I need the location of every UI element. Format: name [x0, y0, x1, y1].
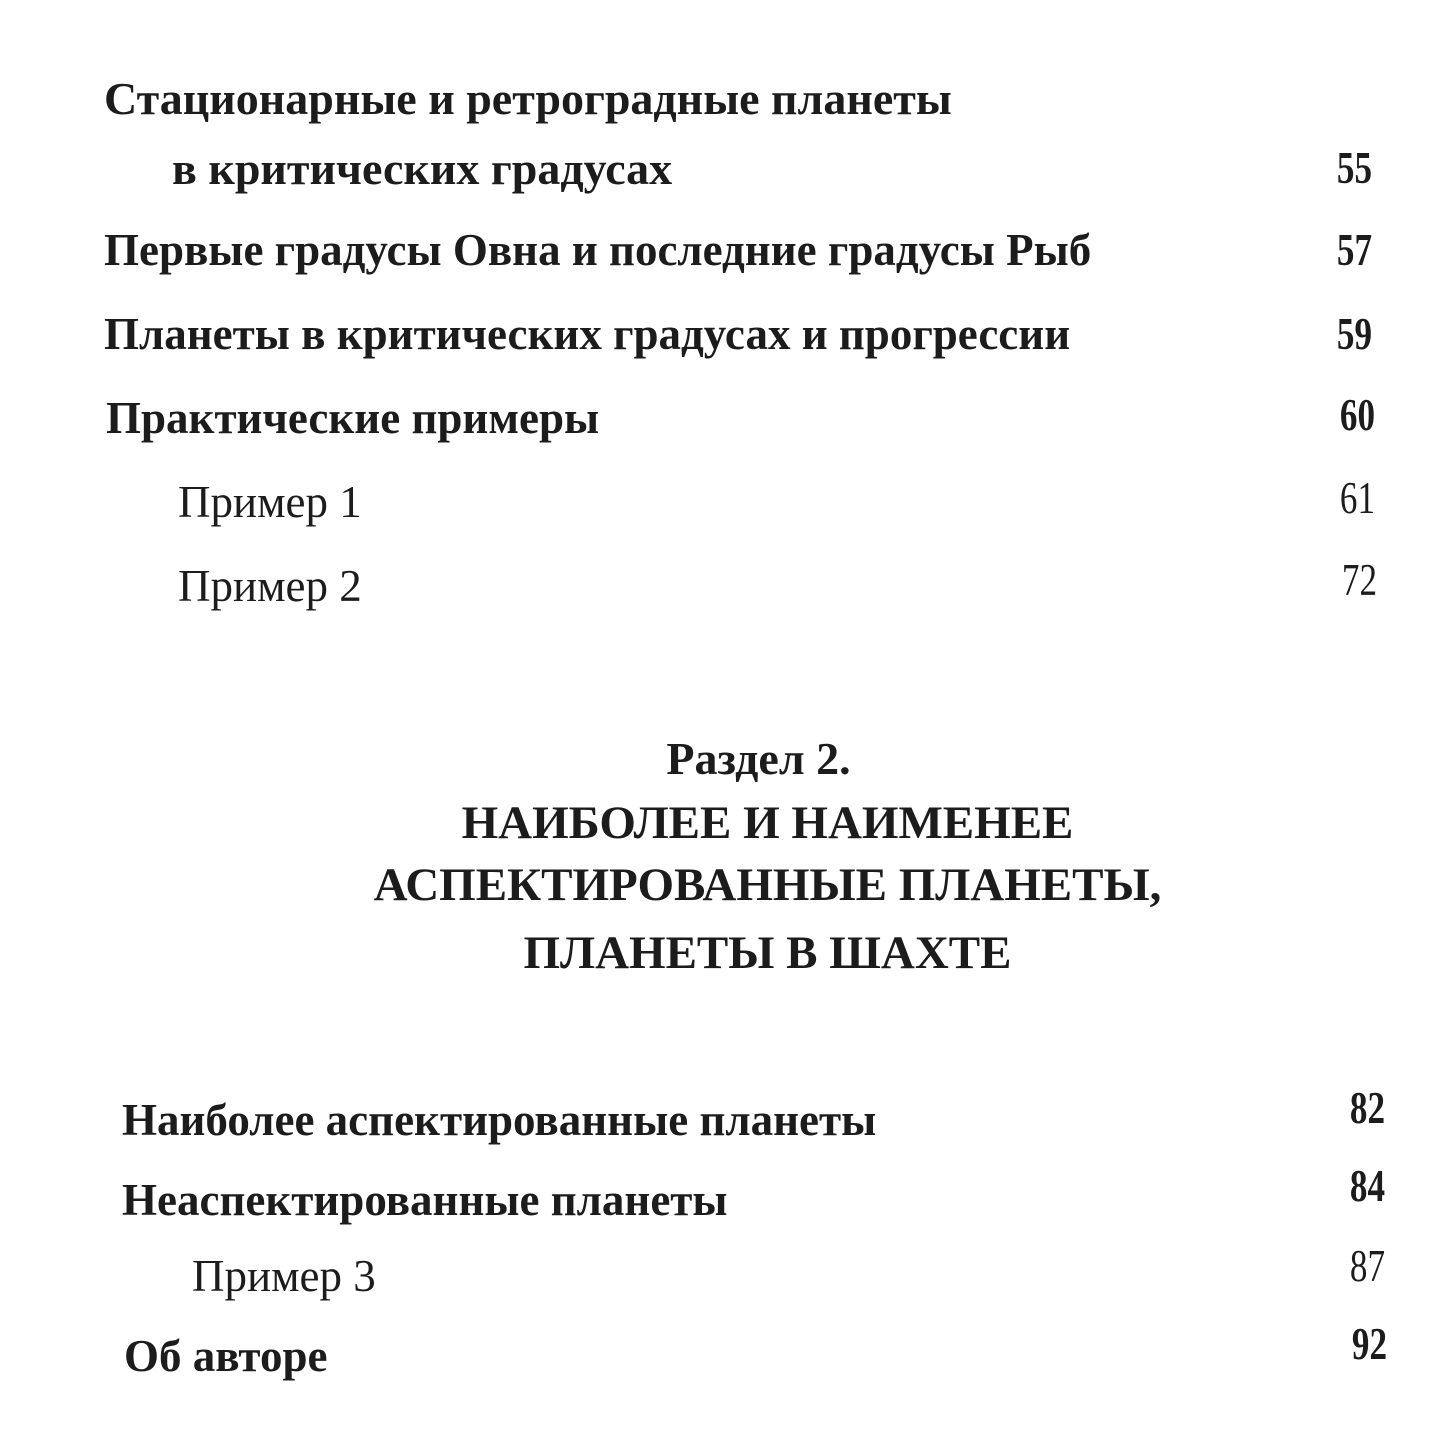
toc-entry-page: 61 — [1339, 473, 1375, 523]
toc-entry-title: Неаспектированные планеты — [122, 1175, 728, 1225]
toc-entry-title: в критических градусах — [172, 143, 673, 194]
section-title: НАИБОЛЕЕ И НАИМЕНЕЕ — [461, 797, 1074, 849]
toc-entry-page: 92 — [1351, 1319, 1387, 1369]
toc-entry-title: Стационарные и ретроградные планеты — [104, 73, 952, 124]
toc-entry-title: Пример 1 — [178, 477, 362, 527]
toc-entry-title: Пример 3 — [192, 1251, 376, 1301]
toc-entry-title: Практические примеры — [106, 393, 600, 443]
toc-entry-page: 55 — [1336, 143, 1372, 193]
toc-entry-title: Об авторе — [124, 1331, 328, 1381]
toc-entry-page: 87 — [1349, 1241, 1385, 1291]
toc-entry-page: 57 — [1336, 225, 1372, 275]
toc-entry-page: 60 — [1339, 390, 1375, 440]
toc-entry-page: 59 — [1336, 309, 1372, 359]
toc-entry-title: Пример 2 — [178, 561, 362, 611]
section-title: АСПЕКТИРОВАННЫЕ ПЛАНЕТЫ, — [373, 859, 1162, 911]
toc-entry-title: Наиболее аспектированные планеты — [122, 1095, 877, 1145]
toc-entry-page: 84 — [1349, 1161, 1385, 1211]
toc-entry-page: 72 — [1341, 555, 1377, 605]
toc-entry-title: Планеты в критических градусах и прогрессии — [104, 309, 1071, 359]
section-label: Раздел 2. — [666, 733, 851, 784]
toc-entry-page: 82 — [1349, 1083, 1385, 1133]
section-title: ПЛАНЕТЫ В ШАХТЕ — [523, 927, 1012, 979]
toc-entry-title: Первые градусы Овна и последние градусы Рыб — [104, 225, 1092, 275]
